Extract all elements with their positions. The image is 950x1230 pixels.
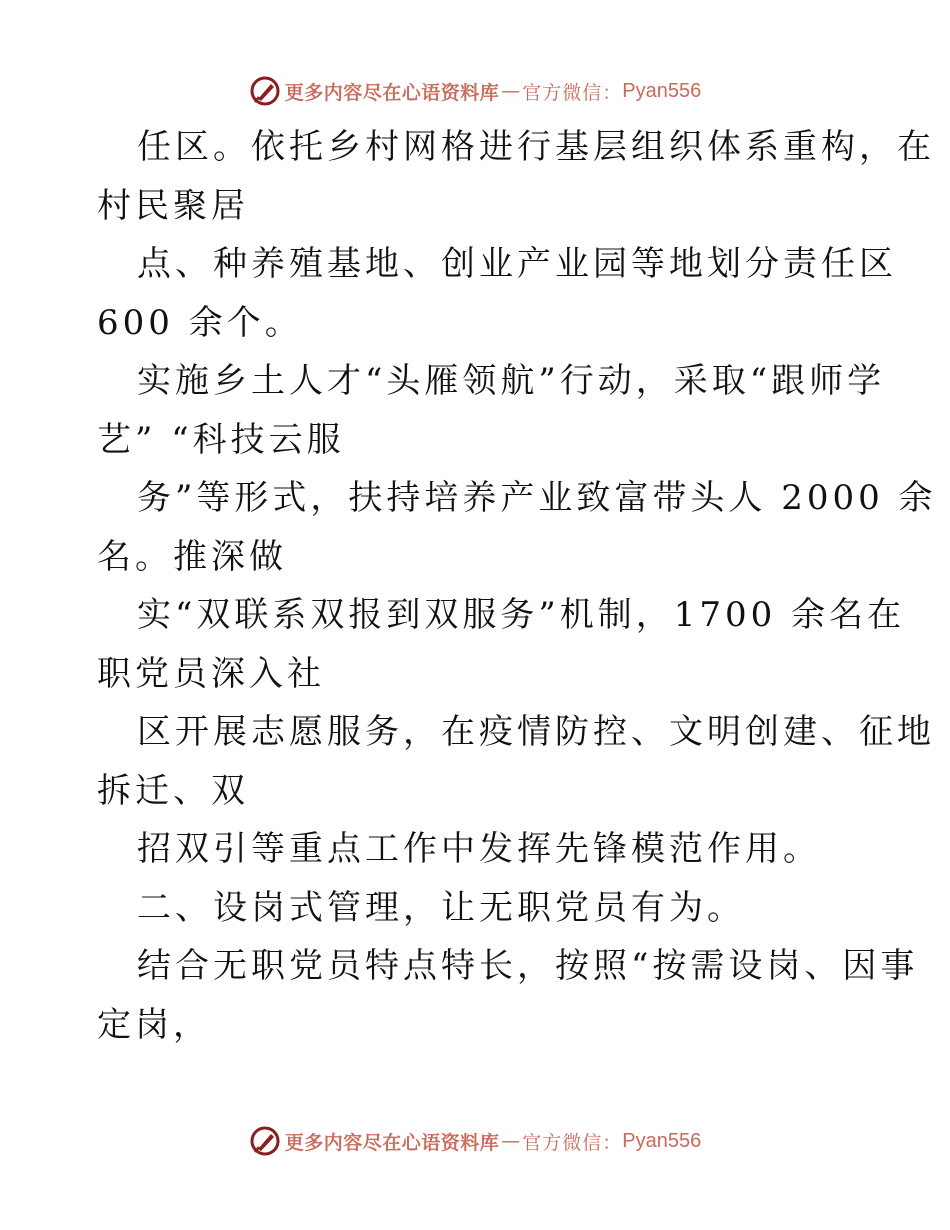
- body-line: 招双引等重点工作中发挥先锋模范作用。: [137, 829, 821, 869]
- header-watermark: [0, 71, 950, 111]
- body-line: 拆迁、双: [97, 770, 249, 811]
- body-line: 实“双联系双报到双服务”机制，1700 余名在: [137, 595, 906, 635]
- body-line: 600 余个。: [97, 302, 303, 343]
- document-body: [97, 118, 937, 1054]
- watermark-separator: —: [501, 1130, 521, 1152]
- watermark-brand-text: 更多内容尽在心语资料库: [284, 1131, 500, 1154]
- body-line: 区开展志愿服务，在疫情防控、文明创建、征地: [137, 712, 935, 752]
- body-line: 点、种养殖基地、创业产业园等地划分责任区: [137, 244, 897, 284]
- watermark-separator: —: [501, 80, 521, 102]
- body-line: 艺” “科技云服: [97, 419, 345, 460]
- body-line: 村民聚居: [97, 185, 249, 226]
- watermark-official-label: 官方微信：: [522, 1131, 623, 1154]
- body-line: 实施乡土人才“头雁领航”行动，采取“跟师学: [137, 361, 886, 401]
- watermark-wechat-id: Pyan556: [622, 1129, 702, 1152]
- body-line: 二、设岗式管理，让无职党员有为。: [137, 887, 745, 928]
- body-line: 结合无职党员特点特长，按照“按需设岗、因事: [137, 946, 919, 986]
- body-line: 任区。依托乡村网格进行基层组织体系重构，在: [137, 127, 935, 167]
- watermark-brand-text: 更多内容尽在心语资料库: [284, 81, 500, 104]
- footer-watermark: [0, 1121, 950, 1161]
- watermark-wechat-id: Pyan556: [622, 79, 702, 102]
- feather-pen-logo-icon: [249, 1125, 281, 1157]
- feather-pen-logo-icon: [249, 75, 281, 107]
- body-line: 名。推深做: [97, 536, 287, 577]
- watermark-official-label: 官方微信：: [522, 81, 623, 104]
- body-line: 职党员深入社: [97, 653, 325, 694]
- body-line: 务”等形式，扶持培养产业致富带头人 2000 余: [137, 478, 937, 518]
- body-line: 定岗，: [97, 1004, 211, 1045]
